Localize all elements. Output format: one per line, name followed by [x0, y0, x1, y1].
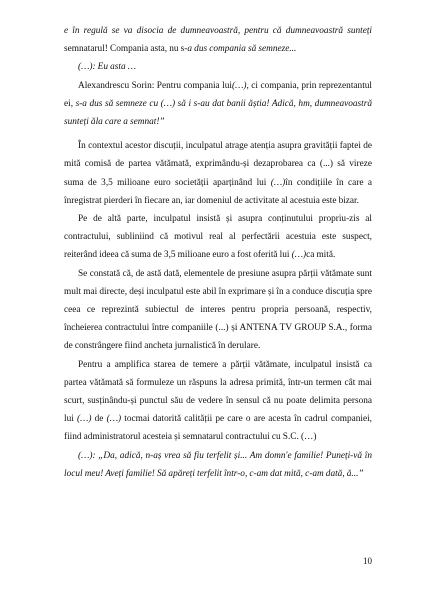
italic-text-run: e în regulă se va disocia de dumneavoastră, pentru că dumneavoastră sunteți [64, 26, 372, 36]
italic-text-run: s-a dus să semneze cu (…) să i s-au dat banii ăștia! Adică, hm, dumneavoastră sunteți ăla care a semnat!” [64, 98, 372, 128]
paragraph [64, 265, 372, 356]
text-run: semnatarul! Compania asta, nu s [64, 44, 185, 55]
italic-text-run: (…) [270, 177, 286, 188]
paragraph [64, 22, 372, 58]
italic-text-run: (…): Eu asta … [78, 62, 137, 73]
text-run: Alexandrescu Sorin: Pentru compania lui [78, 80, 232, 91]
document-body [64, 22, 372, 483]
paragraph [64, 356, 372, 447]
text-run: ca mită. [306, 250, 336, 261]
italic-text-run: -a dus compania să semneze... [184, 44, 297, 55]
text-run: Se constată că, de astă dată, elementele de presiune asupra părții vătămate sunt mult mai directe, deși inculpatul este abil în exprimare și în a conduce discuția spre ceea ce reprezintă subiectul de interes pentru propria persoană, respectiv, încheierea contractului între companiile (...) și ANTENA TV GROUP S.A., forma de constrângere fiind ancheta jurnalistică în derulare. [64, 268, 372, 352]
italic-text-run: (…): „Da, adică, n-aș vrea să fiu terfelit și... Am domn'e familie! Puneți-vă în locul meu! Aveți familie! Să apăreți terfelit într-o, c-am dat mită, c-am dată, ă...” [64, 450, 372, 479]
text-run: tocmai datorită calității pe care o are acesta în cadrul companiei, fiind administratorul acesteia și semnatarul contractului cu S.C. (…) [64, 414, 372, 443]
paragraph [64, 58, 372, 76]
paragraph [64, 447, 372, 483]
text-run: , ci compania, prin reprezentantul ei, [64, 80, 373, 109]
text-run: în condițiile în care a înregistrat pierderi în fiecare an, iar domeniul de activitate al acestuia este bizar. [64, 177, 372, 206]
paragraph [64, 77, 372, 132]
text-run: de [91, 414, 107, 425]
paragraph [64, 137, 372, 210]
text-run: În contextul acestor discuții, inculpatul atrage atenția asupra gravității faptei de mită comisă de partea vătămată, exprimându-și dezaprobarea ca (...) să vireze suma de 3,5 milioane euro societății aparținând lui [64, 141, 372, 188]
text-run: Pe de altă parte, inculpatul insistă și asupra conținutului propriu-zis al contractului, subliniind că motivul real al perfectării acestuia este suspect, reiterând ideea că suma de 3,5 milioane euro a fost oferită lui [64, 214, 372, 261]
italic-text-run: (…) [77, 414, 92, 425]
italic-text-run: (…) [291, 250, 307, 261]
italic-text-run: (…) [231, 80, 247, 91]
paragraph [64, 210, 372, 265]
text-run: Pentru a amplifica starea de temere a părții vătămate, inculpatul insistă ca partea vătămată să formuleze un răspuns la adresa primită, într-un termen cât mai scurt, susținându-și punctul său de vedere în sensul că nu poate delimita persona lui [64, 359, 372, 425]
italic-text-run: (…) [106, 414, 122, 425]
page-number: 10 [363, 556, 372, 566]
